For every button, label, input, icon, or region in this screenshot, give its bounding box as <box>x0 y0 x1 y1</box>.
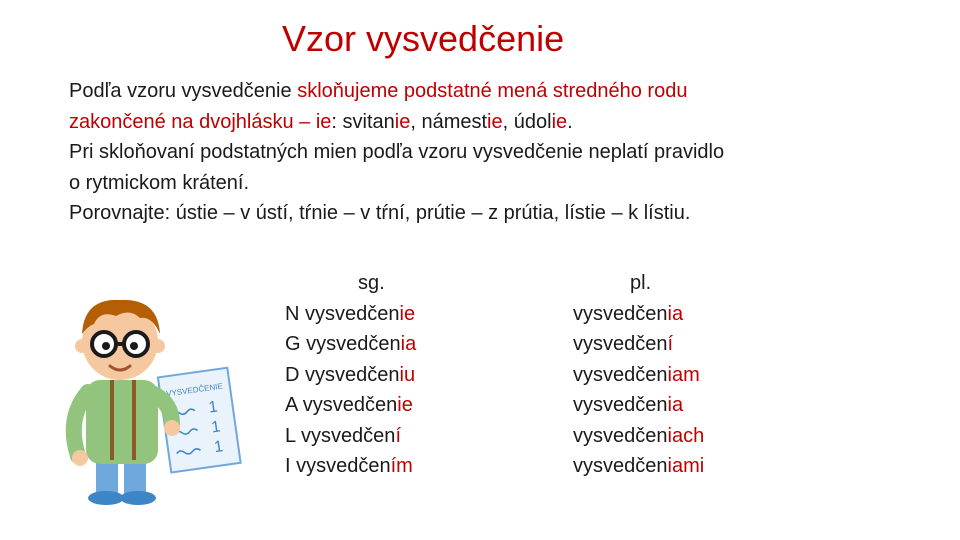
singular-row <box>285 329 416 360</box>
word-ending: ím <box>390 455 413 477</box>
word-stem: vysvedčen <box>296 455 391 477</box>
eye-left <box>102 342 110 350</box>
plural-row <box>573 451 704 482</box>
word-stem: vysvedčen <box>302 394 398 416</box>
eye-right <box>130 342 138 350</box>
word-stem: vysvedčen <box>300 424 396 447</box>
certificate-label: VYSVEDČENIE <box>165 381 224 399</box>
grade-mark: 1 <box>210 418 222 437</box>
highlight-span: skloňujeme podstatné mená stredného rodu <box>297 80 688 102</box>
paragraph-line-4: o rytmickom krátení. <box>69 171 250 194</box>
word-ending: ie <box>397 394 413 416</box>
text-span: : svitan <box>331 110 395 133</box>
word-ending: ia <box>667 394 684 416</box>
singular-header: sg. <box>358 272 385 294</box>
case-label: I <box>285 455 297 477</box>
arm-left <box>74 392 88 456</box>
singular-row <box>285 451 416 482</box>
word-stem: vysvedčen <box>573 302 668 325</box>
text-span: Podľa vzoru vysvedčenie <box>69 80 298 102</box>
plural-row <box>573 360 704 391</box>
text-span: . <box>567 110 573 133</box>
case-label: A <box>285 394 303 416</box>
word-ending: iami <box>667 455 705 477</box>
case-label: D <box>285 363 305 386</box>
suspender-right <box>132 380 136 460</box>
highlight-span: ie <box>551 110 568 133</box>
grade-mark: 1 <box>207 398 219 417</box>
singular-column <box>285 268 416 482</box>
word-stem: vysvedčen <box>305 302 400 325</box>
hand-right <box>164 420 180 436</box>
grade-mark: 1 <box>213 438 225 457</box>
ear-left <box>75 339 89 353</box>
boy-with-certificate-illustration <box>60 288 245 508</box>
word-ending: ia <box>667 302 684 325</box>
word-stem: vysvedčen <box>573 455 668 477</box>
singular-row <box>285 421 416 452</box>
singular-row <box>285 299 416 330</box>
highlight-span: zakončené na dvojhlásku – ie <box>69 110 332 133</box>
paragraph-line-5: Porovnajte: ústie – v ústí, tŕnie – v tŕní, prútie – z prútia, lístie – k lístiu. <box>69 202 691 224</box>
plural-row <box>573 299 704 330</box>
shoe-left <box>88 491 124 505</box>
word-ending: iam <box>667 363 700 386</box>
singular-row <box>285 390 416 421</box>
word-stem: vysvedčen <box>573 333 668 355</box>
word-stem: vysvedčen <box>306 333 401 355</box>
text-span: , námest <box>410 110 488 133</box>
plural-row <box>573 421 704 452</box>
highlight-span: ie <box>487 110 503 133</box>
case-label: G <box>285 333 307 355</box>
rule-paragraph <box>69 76 929 229</box>
singular-row <box>285 360 416 391</box>
word-ending: ia <box>400 333 417 355</box>
plural-column <box>573 268 704 482</box>
ear-right <box>151 339 165 353</box>
word-stem: vysvedčen <box>573 394 668 416</box>
text-span: , údol <box>502 110 552 133</box>
hand-left <box>72 450 88 466</box>
word-stem: vysvedčen <box>305 363 400 386</box>
case-label: L <box>285 424 301 447</box>
word-ending: í <box>667 333 674 355</box>
word-ending: iach <box>667 424 705 447</box>
word-ending: í <box>395 424 401 447</box>
paragraph-line-1 <box>69 76 929 107</box>
plural-row <box>573 329 704 360</box>
plural-header: pl. <box>630 272 652 294</box>
word-stem: vysvedčen <box>573 424 668 447</box>
plural-row <box>573 390 704 421</box>
suspender-left <box>110 380 114 460</box>
word-stem: vysvedčen <box>573 363 668 386</box>
shoe-right <box>120 491 156 505</box>
case-label: N <box>285 302 305 325</box>
highlight-span: ie <box>394 110 411 133</box>
word-ending: ie <box>399 302 416 325</box>
paragraph-line-2 <box>69 107 929 138</box>
page-title: Vzor vysvedčenie <box>282 18 565 59</box>
paragraph-line-3: Pri skloňovaní podstatných mien podľa vzoru vysvedčenie neplatí pravidlo <box>69 141 725 163</box>
word-ending: iu <box>399 363 416 386</box>
